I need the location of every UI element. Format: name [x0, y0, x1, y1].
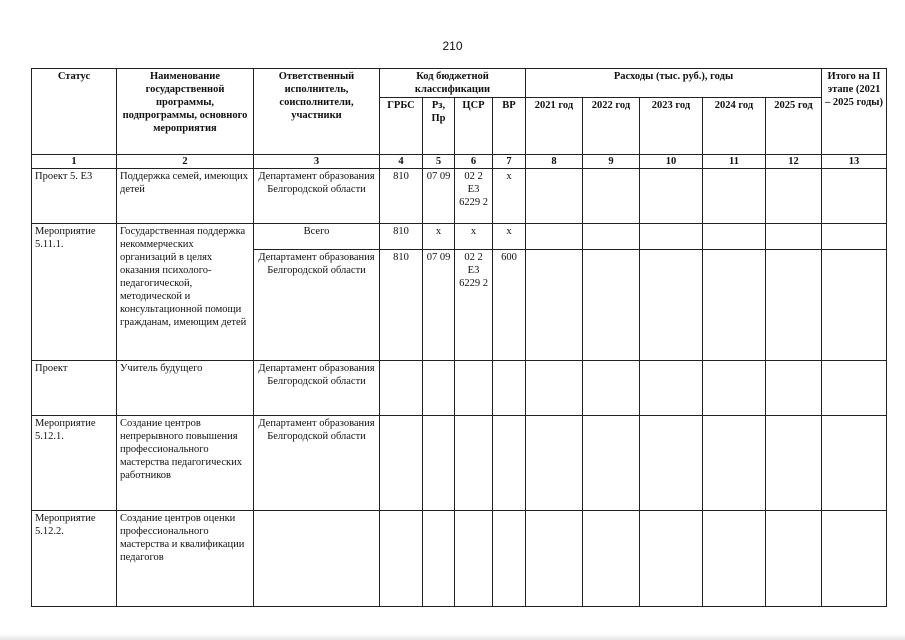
- rzpr-cell: [423, 416, 455, 511]
- grbs-cell: [380, 361, 423, 416]
- expense-cell: [766, 169, 822, 224]
- rzpr-cell: 07 09: [423, 250, 455, 361]
- column-number: 3: [254, 155, 380, 169]
- csr-cell: [455, 416, 493, 511]
- page-number: 210: [442, 39, 463, 53]
- expense-cell: [526, 416, 583, 511]
- column-number: 12: [766, 155, 822, 169]
- expense-cell: [766, 511, 822, 607]
- total-cell: [822, 511, 887, 607]
- header-2022: 2022 год: [583, 98, 640, 155]
- vr-cell: [493, 416, 526, 511]
- executor-cell: Всего: [254, 224, 380, 250]
- table-row: [32, 169, 887, 224]
- expense-cell: [640, 416, 703, 511]
- status-cell: Мероприятие 5.11.1.: [32, 224, 117, 361]
- column-number: 7: [493, 155, 526, 169]
- csr-cell: 02 2 Е3 6229 2: [455, 250, 493, 361]
- header-executor: Ответственный исполнитель, соисполнители, участники: [254, 69, 380, 155]
- expense-cell: [703, 250, 766, 361]
- total-cell: [822, 169, 887, 224]
- vr-cell: [493, 511, 526, 607]
- name-cell: Учитель будущего: [117, 361, 254, 416]
- vr-cell: 600: [493, 250, 526, 361]
- column-number: 10: [640, 155, 703, 169]
- executor-cell: Департамент образования Белгородской области: [254, 169, 380, 224]
- table-row: [32, 416, 887, 511]
- vr-cell: х: [493, 224, 526, 250]
- header-total: Итого на II этапе (2021 – 2025 годы): [822, 69, 887, 155]
- expense-cell: [583, 416, 640, 511]
- page-bottom-edge: [0, 634, 905, 640]
- column-number-row: [32, 155, 887, 169]
- grbs-cell: 810: [380, 224, 423, 250]
- header-rzpr: Рз, Пр: [423, 98, 455, 155]
- executor-cell: Департамент образования Белгородской области: [254, 361, 380, 416]
- expense-cell: [640, 511, 703, 607]
- expense-cell: [703, 224, 766, 250]
- executor-cell: Департамент образования Белгородской области: [254, 416, 380, 511]
- expense-cell: [583, 224, 640, 250]
- header-budget-code: Код бюджетной классификации: [380, 69, 526, 98]
- expense-cell: [526, 361, 583, 416]
- expense-cell: [766, 224, 822, 250]
- expense-cell: [640, 224, 703, 250]
- header-name: Наименование государственной программы, подпрограммы, основного мероприятия: [117, 69, 254, 155]
- rzpr-cell: [423, 511, 455, 607]
- grbs-cell: [380, 416, 423, 511]
- rzpr-cell: х: [423, 224, 455, 250]
- csr-cell: [455, 361, 493, 416]
- grbs-cell: [380, 511, 423, 607]
- expense-cell: [526, 250, 583, 361]
- column-number: 1: [32, 155, 117, 169]
- expense-cell: [583, 361, 640, 416]
- expense-cell: [640, 250, 703, 361]
- header-vr: ВР: [493, 98, 526, 155]
- column-number: 13: [822, 155, 887, 169]
- column-number: 2: [117, 155, 254, 169]
- column-number: 8: [526, 155, 583, 169]
- vr-cell: [493, 361, 526, 416]
- budget-table: [31, 68, 887, 607]
- column-number: 6: [455, 155, 493, 169]
- expense-cell: [526, 224, 583, 250]
- csr-cell: [455, 511, 493, 607]
- grbs-cell: 810: [380, 169, 423, 224]
- grbs-cell: 810: [380, 250, 423, 361]
- total-cell: [822, 416, 887, 511]
- header-expenses: Расходы (тыс. руб.), годы: [526, 69, 822, 98]
- table-row: [32, 361, 887, 416]
- column-number: 5: [423, 155, 455, 169]
- vr-cell: х: [493, 169, 526, 224]
- name-cell: Создание центров оценки профессионального мастерства и квалификации педагогов: [117, 511, 254, 607]
- name-cell: Создание центров непрерывного повышения профессионального мастерства педагогических работников: [117, 416, 254, 511]
- executor-cell: [254, 511, 380, 607]
- header-status: Статус: [32, 69, 117, 155]
- column-number: 9: [583, 155, 640, 169]
- expense-cell: [703, 511, 766, 607]
- total-cell: [822, 250, 887, 361]
- table-row: [32, 511, 887, 607]
- status-cell: Проект 5. Е3: [32, 169, 117, 224]
- expense-cell: [766, 250, 822, 361]
- header-2024: 2024 год: [703, 98, 766, 155]
- rzpr-cell: 07 09: [423, 169, 455, 224]
- expense-cell: [526, 511, 583, 607]
- column-number: 4: [380, 155, 423, 169]
- header-csr: ЦСР: [455, 98, 493, 155]
- total-cell: [822, 361, 887, 416]
- csr-cell: х: [455, 224, 493, 250]
- header-2021: 2021 год: [526, 98, 583, 155]
- status-cell: Мероприятие 5.12.2.: [32, 511, 117, 607]
- expense-cell: [766, 361, 822, 416]
- total-cell: [822, 224, 887, 250]
- expense-cell: [526, 169, 583, 224]
- expense-cell: [583, 511, 640, 607]
- table-row: [32, 224, 887, 250]
- header-2025: 2025 год: [766, 98, 822, 155]
- expense-cell: [703, 169, 766, 224]
- status-cell: Проект: [32, 361, 117, 416]
- status-cell: Мероприятие 5.12.1.: [32, 416, 117, 511]
- expense-cell: [640, 361, 703, 416]
- expense-cell: [640, 169, 703, 224]
- header-grbs: ГРБС: [380, 98, 423, 155]
- name-cell: Государственная поддержка некоммерческих организаций в целях оказания психолого-педагогической, методической и консультационной помощи гражданам, имеющим детей: [117, 224, 254, 361]
- column-number: 11: [703, 155, 766, 169]
- expense-cell: [583, 250, 640, 361]
- name-cell: Поддержка семей, имеющих детей: [117, 169, 254, 224]
- expense-cell: [766, 416, 822, 511]
- csr-cell: 02 2 Е3 6229 2: [455, 169, 493, 224]
- expense-cell: [583, 169, 640, 224]
- expense-cell: [703, 416, 766, 511]
- rzpr-cell: [423, 361, 455, 416]
- executor-cell: Департамент образования Белгородской области: [254, 250, 380, 361]
- header-2023: 2023 год: [640, 98, 703, 155]
- expense-cell: [703, 361, 766, 416]
